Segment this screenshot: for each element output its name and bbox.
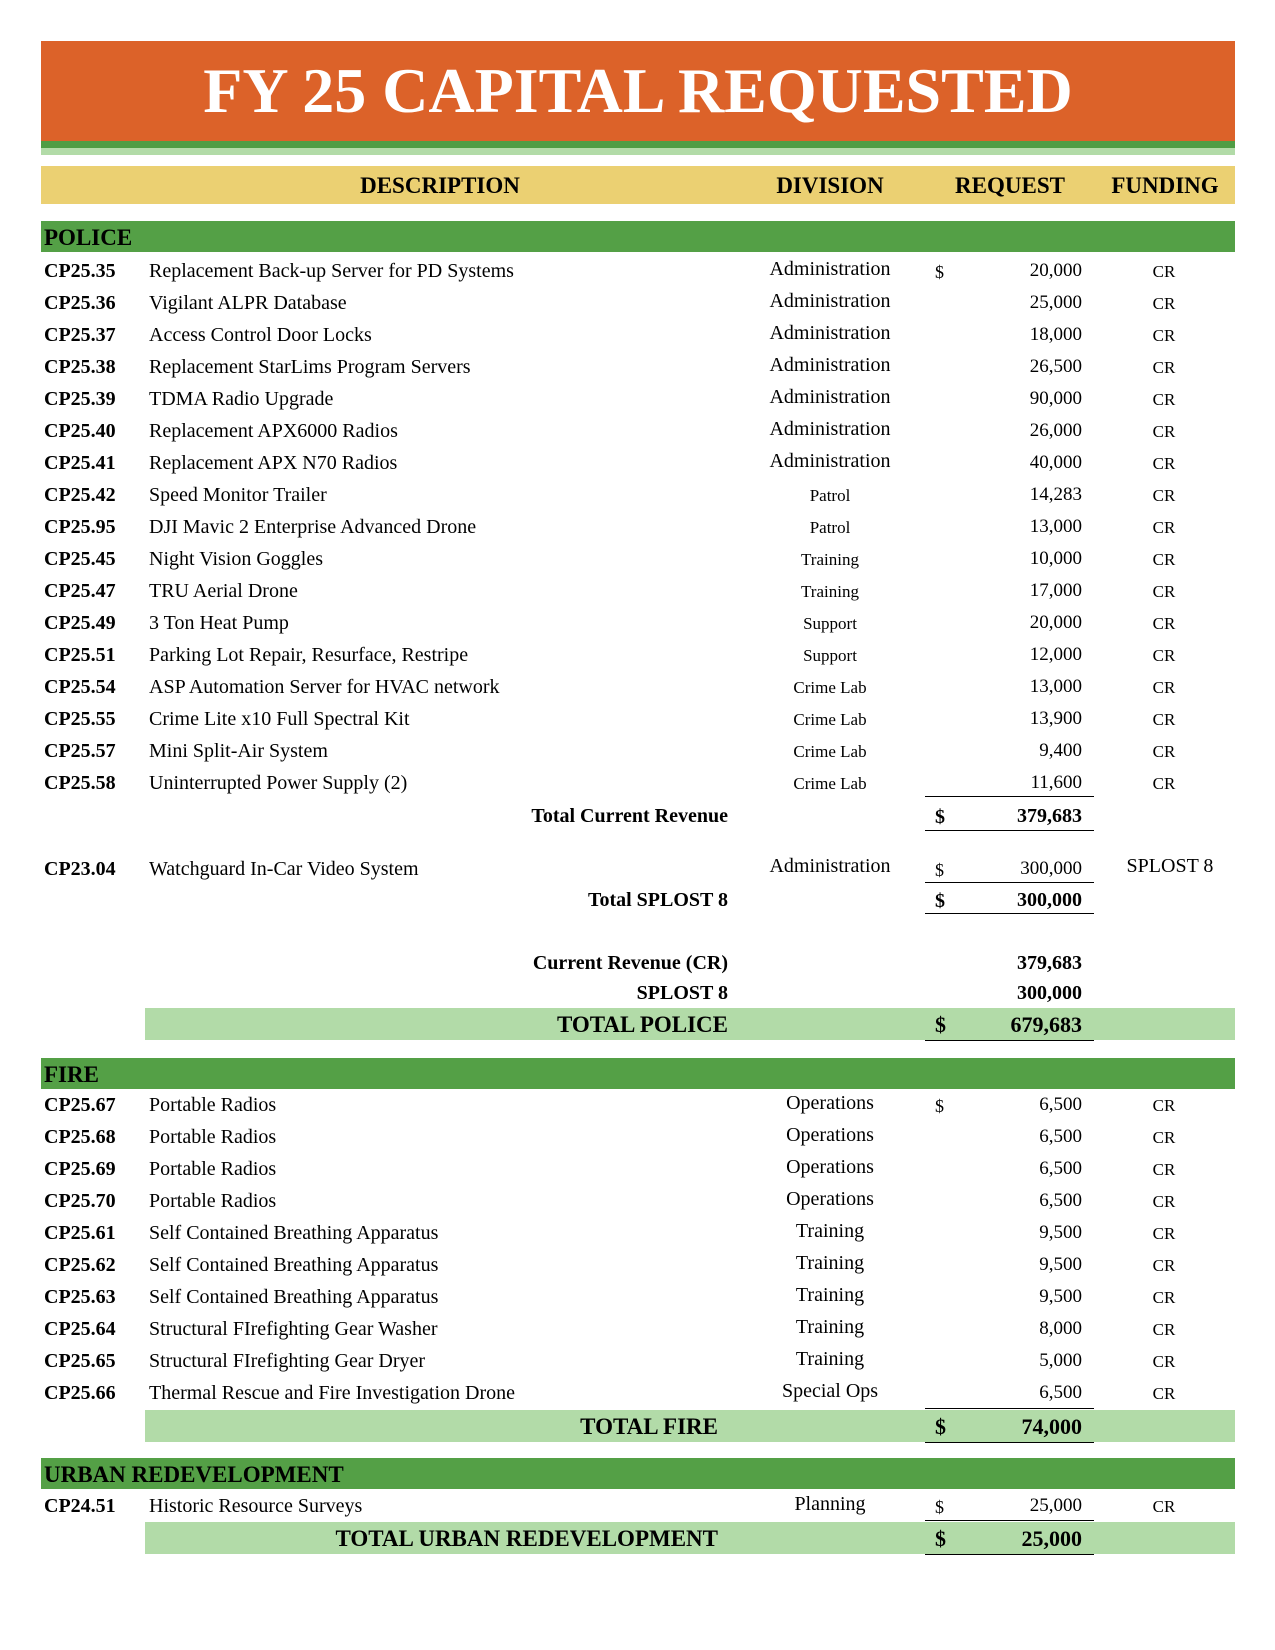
summary-splost-label: SPLOST 8 <box>636 982 728 1004</box>
item-description: Historic Resource Surveys <box>149 1495 363 1517</box>
item-description: Replacement APX6000 Radios <box>149 420 398 442</box>
item-description: Structural FIrefighting Gear Dryer <box>149 1350 426 1372</box>
item-funding: CR <box>1152 614 1176 633</box>
item-funding: CR <box>1152 710 1176 729</box>
item-amount: 9,500 <box>1039 1222 1082 1243</box>
total-current-revenue-label: Total Current Revenue <box>531 805 728 827</box>
section-bar-police <box>41 221 1235 252</box>
item-code: CP25.51 <box>44 644 116 666</box>
item-funding: CR <box>1152 1096 1176 1115</box>
item-division: Special Ops <box>781 1380 879 1402</box>
item-amount: 6,500 <box>1039 1382 1082 1403</box>
item-description: Crime Lite x10 Full Spectral Kit <box>149 708 410 730</box>
item-code: CP25.69 <box>44 1158 116 1180</box>
item-amount: 6,500 <box>1039 1190 1082 1211</box>
header-request: REQUEST <box>955 173 1065 198</box>
item-amount: 9,500 <box>1039 1286 1082 1307</box>
item-code: CP25.67 <box>44 1094 116 1116</box>
item-code: CP25.39 <box>44 388 116 410</box>
item-funding: CR <box>1152 454 1176 473</box>
item-funding: CR <box>1152 646 1176 665</box>
item-amount: 11,600 <box>1030 772 1082 793</box>
item-division: Operations <box>786 1124 874 1146</box>
item-code: CP25.62 <box>44 1254 116 1276</box>
item-amount: 18,000 <box>1029 324 1082 345</box>
item-description: Speed Monitor Trailer <box>149 484 327 506</box>
item-amount: 5,000 <box>1039 1350 1082 1371</box>
divider-dark <box>41 141 1235 148</box>
item-funding: CR <box>1152 1160 1176 1179</box>
item-funding: CR <box>1152 294 1176 313</box>
item-funding: CR <box>1152 422 1176 441</box>
item-description: Access Control Door Locks <box>149 324 372 346</box>
item-division: Operations <box>786 1156 874 1178</box>
item-division: Training <box>795 1284 865 1306</box>
item-funding: CR <box>1152 1128 1176 1147</box>
item-description: Self Contained Breathing Apparatus <box>149 1222 439 1244</box>
item-division: Training <box>795 1348 865 1370</box>
item-description: 3 Ton Heat Pump <box>149 612 289 634</box>
subtotal-rule <box>925 796 1094 797</box>
item-description: Self Contained Breathing Apparatus <box>149 1254 439 1276</box>
item-amount: 14,283 <box>1029 484 1082 505</box>
item-amount: 6,500 <box>1039 1126 1082 1147</box>
item-funding: CR <box>1152 1256 1176 1275</box>
total-rule <box>925 1040 1094 1041</box>
splost-item-code: CP23.04 <box>44 858 116 880</box>
item-amount: 26,000 <box>1029 420 1082 441</box>
header-funding: FUNDING <box>1111 173 1219 198</box>
item-division: Patrol <box>809 486 851 505</box>
item-code: CP25.68 <box>44 1126 116 1148</box>
splost-item-funding: SPLOST 8 <box>1126 855 1214 877</box>
item-funding: CR <box>1152 678 1176 697</box>
item-amount: 40,000 <box>1029 452 1082 473</box>
total-police-value: 679,683 <box>1010 1012 1082 1037</box>
item-funding: CR <box>1152 1288 1176 1307</box>
item-division: Operations <box>786 1188 874 1210</box>
item-funding: CR <box>1152 518 1176 537</box>
header-description: DESCRIPTION <box>360 173 520 198</box>
item-amount: 20,000 <box>1029 260 1082 281</box>
item-description: Portable Radios <box>149 1190 277 1212</box>
item-amount: 17,000 <box>1029 580 1082 601</box>
item-division: Support <box>803 614 857 633</box>
item-division: Patrol <box>809 518 851 537</box>
item-code: CP25.45 <box>44 548 116 570</box>
divider-light <box>41 148 1235 155</box>
item-code: CP25.40 <box>44 420 116 442</box>
item-description: Thermal Rescue and Fire Investigation Drone <box>149 1382 515 1404</box>
currency-symbol: $ <box>935 890 945 912</box>
item-code: CP25.61 <box>44 1222 116 1244</box>
currency-symbol: $ <box>935 1096 944 1116</box>
item-description: Replacement APX N70 Radios <box>149 452 398 474</box>
splost-item-description: Watchguard In-Car Video System <box>149 858 419 880</box>
item-division: Training <box>795 1252 865 1274</box>
item-description: Replacement Back-up Server for PD Systems <box>149 260 514 282</box>
subtotal-rule <box>925 913 1094 914</box>
item-description: ASP Automation Server for HVAC network <box>149 676 500 698</box>
item-amount: 20,000 <box>1029 612 1082 633</box>
total-urban-label: TOTAL URBAN REDEVELOPMENT <box>335 1526 718 1551</box>
item-funding: CR <box>1152 582 1176 601</box>
item-description: Parking Lot Repair, Resurface, Restripe <box>149 644 469 666</box>
item-description: Mini Split-Air System <box>149 740 328 762</box>
item-code: CP25.58 <box>44 772 116 794</box>
item-funding: CR <box>1152 390 1176 409</box>
total-rule <box>925 1408 1094 1409</box>
item-division: Crime Lab <box>793 710 867 729</box>
item-description: TRU Aerial Drone <box>149 580 298 602</box>
item-code: CP25.47 <box>44 580 116 602</box>
item-code: CP25.37 <box>44 324 116 346</box>
item-code: CP24.51 <box>44 1495 116 1517</box>
item-funding: CR <box>1152 774 1176 793</box>
item-code: CP25.55 <box>44 708 116 730</box>
subtotal-rule <box>925 830 1094 831</box>
item-division: Crime Lab <box>793 678 867 697</box>
item-code: CP25.41 <box>44 452 116 474</box>
item-amount: 26,500 <box>1029 356 1082 377</box>
item-division: Administration <box>769 290 891 312</box>
item-code: CP25.49 <box>44 612 116 634</box>
item-amount: 13,900 <box>1029 708 1082 729</box>
splost-item-division: Administration <box>769 855 891 877</box>
total-rule <box>925 1554 1094 1555</box>
item-funding: CR <box>1152 1320 1176 1339</box>
item-funding: CR <box>1152 486 1176 505</box>
item-code: CP25.63 <box>44 1286 116 1308</box>
item-code: CP25.42 <box>44 484 116 506</box>
item-description: Portable Radios <box>149 1126 277 1148</box>
item-amount: 25,000 <box>1029 1495 1082 1516</box>
item-funding: CR <box>1152 1192 1176 1211</box>
item-division: Administration <box>769 386 891 408</box>
item-description: Night Vision Goggles <box>149 548 323 570</box>
item-code: CP25.36 <box>44 292 116 314</box>
item-description: Portable Radios <box>149 1158 277 1180</box>
subtotal-rule <box>925 882 1094 883</box>
item-division: Support <box>803 646 857 665</box>
total-fire-label: TOTAL FIRE <box>580 1414 718 1439</box>
summary-splost-value: 300,000 <box>1017 982 1082 1004</box>
header-division: DIVISION <box>776 173 884 198</box>
currency-symbol: $ <box>935 1414 946 1439</box>
item-division: Administration <box>769 450 891 472</box>
item-division: Planning <box>794 1493 866 1515</box>
item-amount: 8,000 <box>1039 1318 1082 1339</box>
total-fire-value: 74,000 <box>1021 1414 1082 1439</box>
item-funding: CR <box>1152 262 1176 281</box>
item-code: CP25.64 <box>44 1318 116 1340</box>
item-description: Self Contained Breathing Apparatus <box>149 1286 439 1308</box>
item-description: Structural FIrefighting Gear Washer <box>149 1318 438 1340</box>
total-current-revenue-value: 379,683 <box>1017 805 1082 827</box>
item-division: Training <box>795 1220 865 1242</box>
total-rule <box>925 1442 1094 1443</box>
total-rule <box>925 1520 1094 1521</box>
currency-symbol: $ <box>935 860 944 880</box>
item-code: CP25.95 <box>44 516 116 538</box>
item-funding: CR <box>1152 358 1176 377</box>
item-code: CP25.54 <box>44 676 116 698</box>
item-code: CP25.70 <box>44 1190 116 1212</box>
item-description: Vigilant ALPR Database <box>149 292 347 314</box>
item-funding: CR <box>1152 1384 1176 1403</box>
item-code: CP25.35 <box>44 260 116 282</box>
item-division: Administration <box>769 418 891 440</box>
item-funding: CR <box>1152 1224 1176 1243</box>
item-amount: 6,500 <box>1039 1094 1082 1115</box>
item-amount: 13,000 <box>1029 676 1082 697</box>
summary-cr-label: Current Revenue (CR) <box>532 952 728 974</box>
item-amount: 90,000 <box>1029 388 1082 409</box>
item-description: TDMA Radio Upgrade <box>149 388 334 410</box>
item-description: DJI Mavic 2 Enterprise Advanced Drone <box>149 516 477 538</box>
page-title: FY 25 CAPITAL REQUESTED <box>41 41 1235 141</box>
section-title-police: POLICE <box>44 225 133 250</box>
item-division: Crime Lab <box>793 742 867 761</box>
item-description: Portable Radios <box>149 1094 277 1116</box>
item-division: Training <box>801 582 859 601</box>
splost-item-amount: 300,000 <box>1020 858 1082 879</box>
total-splost-value: 300,000 <box>1017 889 1082 911</box>
currency-symbol: $ <box>935 1526 946 1551</box>
item-funding: CR <box>1152 326 1176 345</box>
item-code: CP25.57 <box>44 740 116 762</box>
currency-symbol: $ <box>935 1497 944 1517</box>
item-division: Administration <box>769 258 891 280</box>
item-amount: 9,400 <box>1039 740 1082 761</box>
item-division: Operations <box>786 1092 874 1114</box>
currency-symbol: $ <box>935 262 944 282</box>
item-amount: 12,000 <box>1029 644 1082 665</box>
section-title-fire: FIRE <box>44 1062 99 1087</box>
item-description: Replacement StarLims Program Servers <box>149 356 471 378</box>
item-division: Training <box>795 1316 865 1338</box>
item-amount: 9,500 <box>1039 1254 1082 1275</box>
item-code: CP25.66 <box>44 1382 116 1404</box>
total-splost-label: Total SPLOST 8 <box>587 889 728 911</box>
currency-symbol: $ <box>935 806 945 828</box>
item-division: Crime Lab <box>793 774 867 793</box>
item-funding: CR <box>1152 1352 1176 1371</box>
item-amount: 6,500 <box>1039 1158 1082 1179</box>
item-code: CP25.65 <box>44 1350 116 1372</box>
item-amount: 25,000 <box>1029 292 1082 313</box>
item-code: CP25.38 <box>44 356 116 378</box>
item-amount: 10,000 <box>1029 548 1082 569</box>
summary-cr-value: 379,683 <box>1017 952 1082 974</box>
item-funding: CR <box>1152 550 1176 569</box>
section-title-urban: URBAN REDEVELOPMENT <box>44 1462 344 1487</box>
item-funding: CR <box>1152 1497 1176 1516</box>
currency-symbol: $ <box>935 1012 946 1037</box>
item-funding: CR <box>1152 742 1176 761</box>
total-police-label: TOTAL POLICE <box>556 1012 728 1037</box>
item-description: Uninterrupted Power Supply (2) <box>149 772 408 794</box>
section-bar-fire <box>41 1058 1235 1089</box>
total-urban-value: 25,000 <box>1021 1526 1082 1551</box>
item-amount: 13,000 <box>1029 516 1082 537</box>
item-division: Administration <box>769 354 891 376</box>
item-division: Administration <box>769 322 891 344</box>
item-division: Training <box>801 550 859 569</box>
